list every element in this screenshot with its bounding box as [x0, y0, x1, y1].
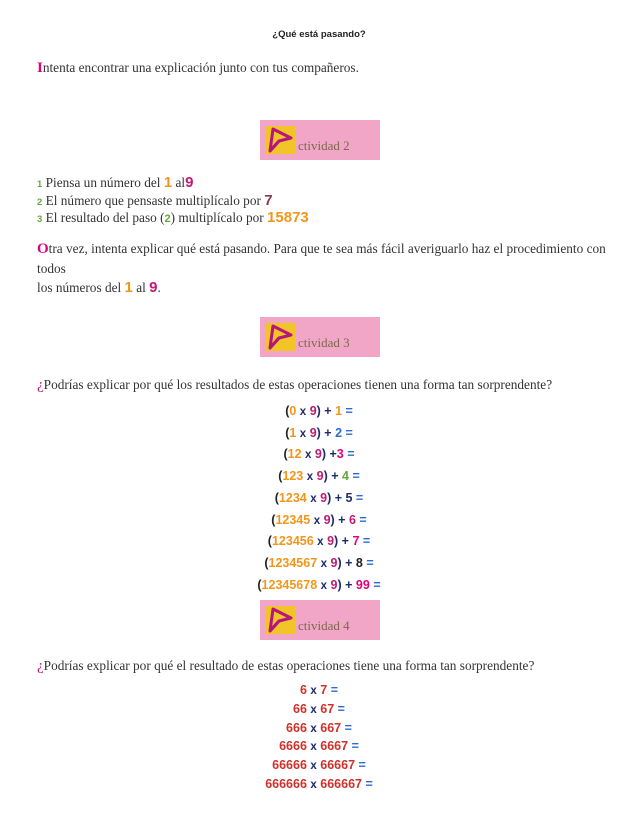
pen-arrow-icon [266, 606, 296, 634]
op3-row: (123 x 9) + 4 = [278, 469, 360, 484]
op3-row: (123456 x 9) + 7 = [267, 534, 371, 549]
op4-row: 6 x 7 = [299, 683, 339, 697]
operations-4 [0, 682, 638, 795]
op3-row: (12 x 9) +3 = [283, 447, 355, 462]
operations-3 [0, 401, 638, 596]
step-1-text: Piensa un número del [45, 175, 161, 190]
otra-paragraph [37, 239, 607, 297]
otra-from: 1 [124, 279, 133, 296]
intro-initial: I [37, 60, 43, 76]
op4-row: 6666 x 6667 = [279, 739, 359, 754]
step-1-from: 1 [163, 174, 173, 191]
op4-row: 66666 x 66667 = [272, 758, 366, 773]
step-2-number: 2 [37, 197, 43, 208]
activity-3-banner [260, 317, 380, 357]
step-3-value: 15873 [267, 209, 309, 226]
activity-3-label: ctividad 3 [298, 335, 350, 350]
question-4-text: Podrías explicar por qué el resultado de estas operaciones tiene una forma tan sorprendente? [43, 658, 535, 673]
otra-line2: los números del [37, 280, 122, 295]
op4-row: 666666 x 666667 = [265, 776, 373, 791]
op3-row: (12345678 x 9) + 99 = [257, 577, 381, 592]
step-1-number: 1 [37, 179, 43, 190]
otra-initial: O [37, 241, 49, 257]
question-4 [37, 656, 607, 676]
question-3-initial: ¿ [37, 377, 44, 393]
op3-row: (1234 x 9) + 5 = [274, 490, 364, 505]
op3-row: (1234567 x 9) + 8 = [264, 555, 374, 570]
step-3-ref: 2 [164, 213, 171, 225]
step-1-mid: al [175, 175, 186, 190]
intro-paragraph [37, 58, 607, 78]
question-3-text: Podrías explicar por qué los resultados de estas operaciones tienen una forma tan sorprendente? [43, 377, 553, 392]
pen-arrow-icon [266, 323, 296, 351]
op4-row: 66 x 67 = [293, 701, 345, 716]
otra-text: tra vez, intenta explicar qué está pasando. Para que te sea más fácil averiguarlo haz el procedimiento con todos [37, 241, 606, 276]
op3-row: (12345 x 9) + 6 = [271, 512, 367, 527]
activity-2-banner [260, 120, 380, 160]
step-3-mid: ) multiplícalo por [170, 210, 264, 225]
activity-2-label: ctividad 2 [298, 138, 350, 153]
step-2-value: 7 [264, 192, 273, 209]
otra-mid: al [136, 280, 146, 295]
page-title: ¿Qué está pasando? [272, 29, 366, 40]
step-3 [37, 208, 607, 229]
intro-text: ntenta encontrar una explicación junto con tus compañeros. [42, 60, 359, 75]
otra-to: 9 [149, 279, 158, 296]
step-2-text: El número que pensaste multiplícalo por [45, 193, 261, 208]
op4-row: 666 x 667 = [286, 720, 352, 735]
op3-row: (0 x 9) + 1 = [285, 404, 353, 418]
step-1-to: 9 [185, 174, 194, 191]
step-3-text: El resultado del paso ( [45, 210, 165, 225]
step-3-number: 3 [37, 214, 43, 225]
otra-end: . [157, 280, 161, 295]
question-3 [37, 375, 607, 395]
pen-arrow-icon [266, 126, 296, 154]
op3-row: (1 x 9) + 2 = [285, 425, 353, 440]
question-4-initial: ¿ [37, 658, 44, 674]
activity-4-label: ctividad 4 [298, 618, 350, 633]
activity-4-banner [260, 600, 380, 640]
